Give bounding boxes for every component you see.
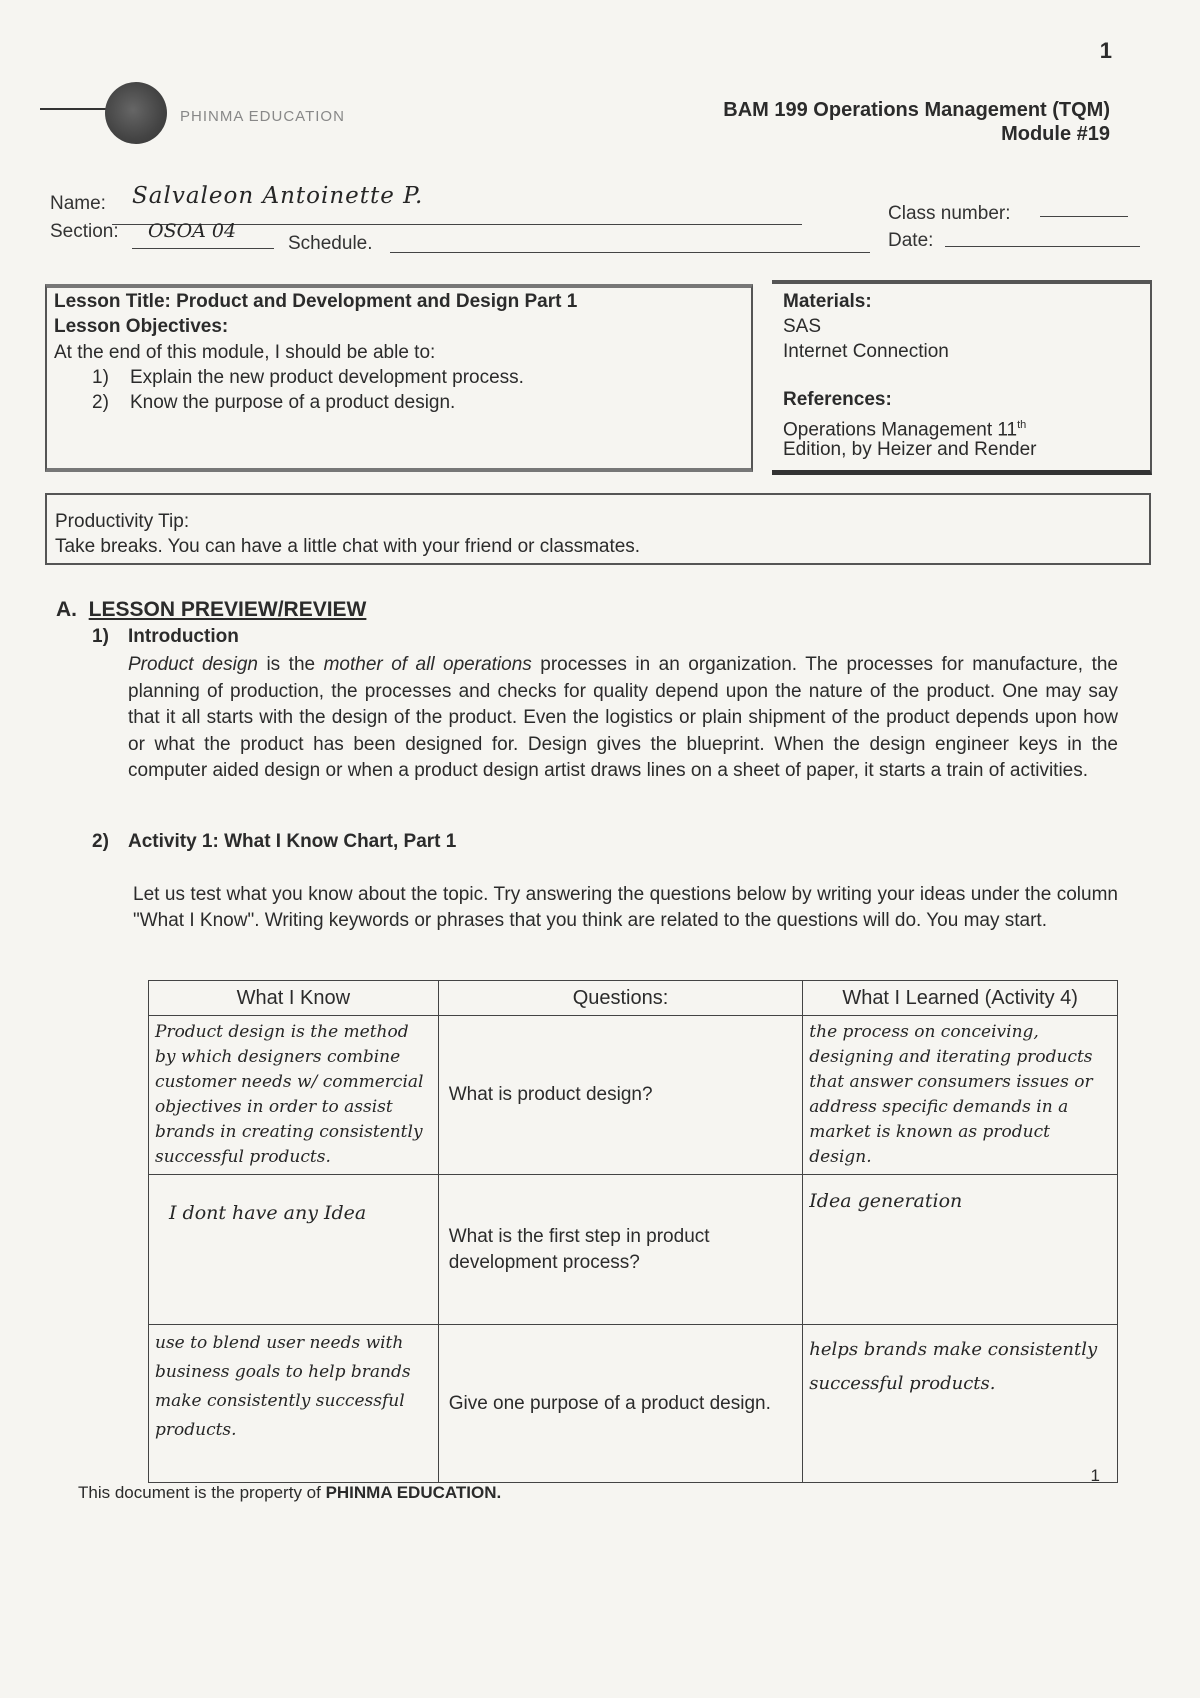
top-page-number: 1 (1099, 38, 1112, 63)
know-answer-3[interactable]: use to blend user needs with business goals to help brands make consistently successful products. (149, 1325, 439, 1483)
page-number: 1 (1090, 1466, 1100, 1485)
intro-text-2: processes in an organization. The processes for manufacture, the planning of production, the processes and checks for quality depend upon the nature of the product. One may say that it all starts with the design of the product. Even the logistics or plain shipment of the product depends upon how or what the product has been designed for. Design gives the blueprint. When the design engineer keys in the computer aided design or when a product design artist draws lines on a sheet of paper, it starts a train of activities. (128, 654, 1118, 781)
reference-superscript: th (1017, 419, 1027, 431)
schedule-underline (390, 252, 870, 253)
objective-2-text: Know the purpose of a product design. (130, 392, 456, 413)
org-logo-text: PHINMA EDUCATION (180, 108, 345, 125)
date-label: Date: (888, 230, 934, 251)
objectives-heading: Lesson Objectives: (54, 316, 229, 337)
table-row (149, 1175, 1118, 1325)
question-1: What is product design? (438, 1016, 803, 1175)
objective-1-num: 1) (92, 367, 109, 388)
table-row (149, 1016, 1118, 1175)
intro-number: 1) (92, 626, 109, 647)
table-row (149, 1325, 1118, 1483)
objective-1-text: Explain the new product development process. (130, 367, 524, 388)
know-answer-1[interactable]: Product design is the method by which designers combine customer needs w/ commercial objectives in order to assist brands in creating consistently successful products. (149, 1016, 439, 1175)
material-item-internet: Internet Connection (783, 341, 949, 362)
section-label: Section: (50, 221, 119, 242)
intro-em-product-design: Product design (128, 654, 258, 675)
reference-line-2: Edition, by Heizer and Render (783, 439, 1037, 460)
section-title: LESSON PREVIEW/REVIEW (88, 598, 367, 621)
name-value[interactable]: Salvaleon Antoinette P. (132, 183, 424, 209)
date-field[interactable] (945, 246, 1140, 247)
materials-heading: Materials: (783, 291, 872, 312)
references-heading: References: (783, 389, 892, 410)
activity-number: 2) (92, 831, 109, 852)
question-2: What is the first step in product development process? (438, 1175, 803, 1325)
tip-heading: Productivity Tip: (55, 511, 190, 532)
learned-answer-3[interactable]: helps brands make consistently successful products. (803, 1325, 1118, 1483)
section-letter: A. (56, 598, 77, 621)
logo-rule (40, 108, 110, 110)
col-header-what-i-know: What I Know (149, 981, 439, 1016)
name-label: Name: (50, 193, 106, 214)
class-number-label: Class number: (888, 203, 1011, 224)
schedule-label: Schedule. (288, 233, 373, 254)
col-header-what-i-learned: What I Learned (Activity 4) (803, 981, 1118, 1016)
learned-answer-1[interactable]: the process on conceiving, designing and iterating products that answer consumers issues or address specific demands in a market is known as product design. (803, 1016, 1118, 1175)
what-i-know-chart (148, 980, 1118, 1483)
activity-instructions: Let us test what you know about the topic. Try answering the questions below by writing your ideas under the column "What I Know". Writing keywords or phrases that you think are related to the questions will do. You may start. (133, 884, 1118, 931)
module-number: Module #19 (1001, 123, 1110, 145)
col-header-questions: Questions: (438, 981, 803, 1016)
objectives-intro: At the end of this module, I should be able to: (54, 342, 436, 363)
section-value[interactable]: OSOA 04 (148, 220, 237, 242)
footer-text (78, 1483, 501, 1503)
intro-heading: Introduction (128, 626, 239, 647)
footer-org: PHINMA EDUCATION. (325, 1483, 502, 1502)
course-header (723, 98, 1110, 146)
intro-text-1: is the (257, 654, 324, 675)
material-item-sas: SAS (783, 316, 822, 337)
course-title: BAM 199 Operations Management (TQM) (723, 99, 1110, 121)
lesson-title: Lesson Title: Product and Development and Design Part 1 (54, 291, 578, 312)
phinma-logo (105, 82, 167, 144)
section-underline (132, 248, 274, 249)
reference-title: Operations Management 11 (783, 419, 1018, 441)
intro-paragraph (128, 652, 1118, 785)
know-answer-2[interactable]: I dont have any Idea (149, 1175, 439, 1325)
intro-em-mother: mother of all operations (323, 654, 532, 675)
activity-heading: Activity 1: What I Know Chart, Part 1 (128, 831, 457, 852)
class-number-field[interactable] (1040, 216, 1128, 217)
objective-2-num: 2) (92, 392, 109, 413)
section-a-heading (56, 598, 366, 622)
footer-prefix: This document is the property of (78, 1483, 326, 1502)
question-3: Give one purpose of a product design. (438, 1325, 803, 1483)
tip-text: Take breaks. You can have a little chat with your friend or classmates. (55, 536, 641, 557)
learned-answer-2[interactable]: Idea generation (803, 1175, 1118, 1325)
chart-header-row (149, 981, 1118, 1016)
